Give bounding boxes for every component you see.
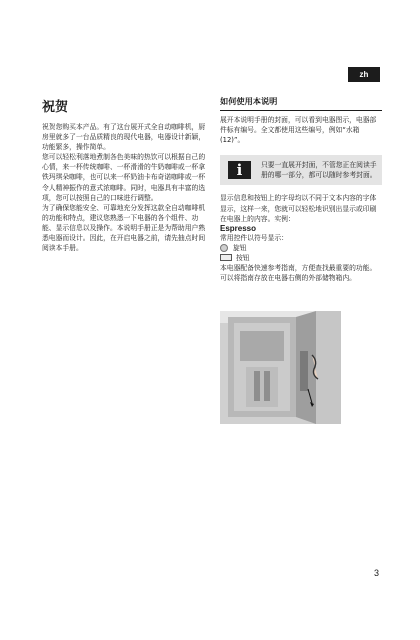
congratulations-heading: 祝贺 — [42, 100, 69, 115]
display-example: Espresso — [220, 223, 257, 233]
controls-intro: 常用控件以符号显示： — [220, 233, 288, 242]
knob-legend — [220, 243, 382, 253]
info-note — [220, 155, 382, 185]
knob-label: 旋钮 — [233, 243, 247, 252]
how-to-use-section — [220, 96, 382, 427]
button-legend — [220, 253, 382, 263]
appliance-illustration — [220, 311, 341, 424]
knob-icon — [220, 244, 228, 252]
congratulations-section — [42, 122, 206, 253]
safety-paragraph: 为了确保您能安全、可靠地充分发挥这款全自动咖啡机的功能和特点，建议您熟悉一下电器的各个组件、功能、显示信息以及操作。本说明手册正是为帮助用户熟悉电器而设计。因此，在开启电器之前，请先抽点时间阅读本手册。 — [42, 203, 206, 253]
page-number: 3 — [374, 568, 380, 578]
intro-paragraph: 祝贺您购买本产品。有了这台展开式全自动咖啡机，厨房里就多了一台品质精良的现代电器，电器设计新颖，功能繁多，操作简单。 — [42, 123, 206, 152]
how-to-use-heading: 如何使用本说明 — [220, 96, 382, 111]
cover-intro-paragraph: 展开本说明手册的封面，可以看到电器图示，电器部件标有编号。全文都使用这些编号，例如“水箱 (12)”。 — [220, 116, 377, 145]
info-note-text: 只要一直展开封面，不管您正在阅读手册的哪一部分，都可以随时参考封面。 — [261, 161, 377, 180]
storage-paragraph: 可以将指南存放在电器右侧的外部储物箱内。 — [220, 274, 356, 283]
button-label: 按钮 — [236, 253, 250, 262]
button-icon — [220, 254, 232, 261]
info-icon: i — [228, 161, 251, 179]
display-info-paragraph: 显示信息和按钮上的字母均以不同于文本内容的字体显示，这样一来，您就可以轻松地识别出显示或印刷在电器上的内容。实例： — [220, 194, 377, 223]
beverages-paragraph: 您可以轻松利落地煮制各色美味的热饮可以根据自己的心情，来一杯传统咖啡、一杯滑滑的牛奶咖啡或一杯拿铁玛琪朵咖啡，也可以来一杯奶油卡布奇诺咖啡或一杯令人精神振作的意式浓咖啡。同时，电器具有丰富的选项，您可以按照自己的口味进行调整。 — [42, 153, 206, 202]
language-badge: zh — [348, 67, 380, 82]
quick-ref-paragraph: 本电器配备快速参考指南，方便查找最重要的功能。 — [220, 264, 377, 273]
